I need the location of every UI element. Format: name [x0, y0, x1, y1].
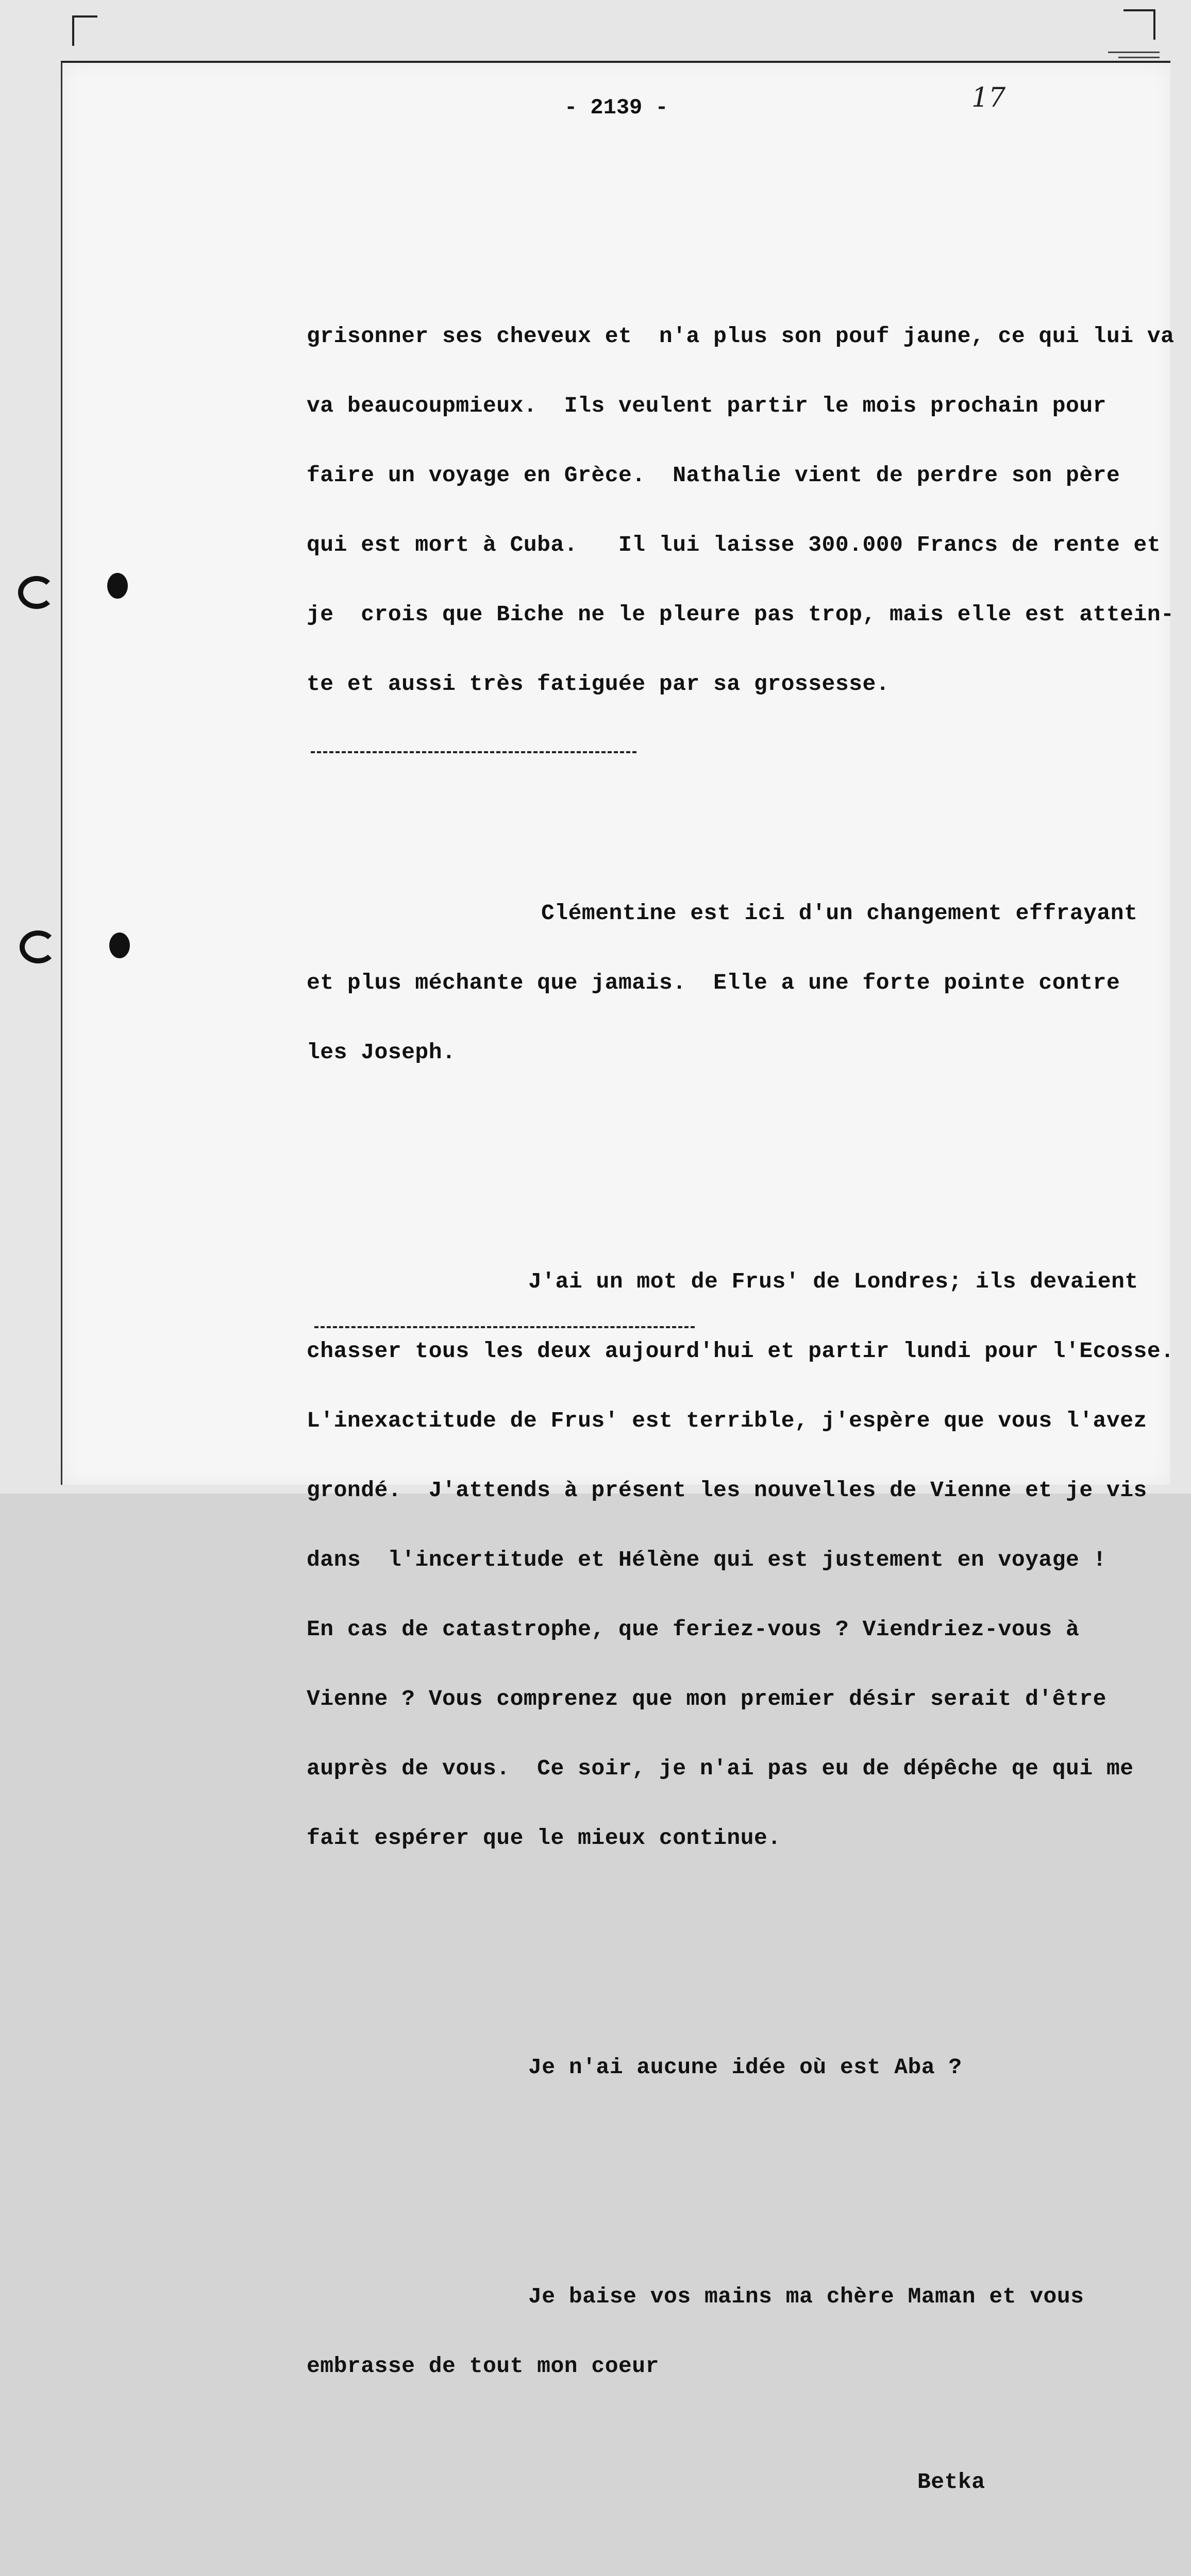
- text-line: Clémentine est ici d'un changement effrayant: [541, 901, 1138, 926]
- text-line: je crois que Biche ne le pleure pas trop, mais elle est attein-: [307, 602, 1175, 627]
- text-line: va beaucoupmieux. Ils veulent partir le mois prochain pour: [307, 393, 1106, 418]
- punch-hole: [107, 573, 128, 599]
- corner-mark-top-left: [72, 15, 97, 46]
- letter-1: [307, 232, 1175, 2540]
- page-number: - 2139 -: [564, 95, 668, 120]
- punch-hole-ring: [18, 576, 55, 609]
- text-line: auprès de vous. Ce soir, je n'ai pas eu de dépêche qe qui me: [307, 1756, 1134, 1781]
- text-line: L'inexactitude de Frus' est terrible, j'espère que vous l'avez: [307, 1408, 1147, 1433]
- text-line: qui est mort à Cuba. Il lui laisse 300.000 Francs de rente et: [307, 532, 1161, 557]
- text-line: faire un voyage en Grèce. Nathalie vient de perdre son père: [307, 463, 1120, 488]
- corner-mark-top-right: [1123, 9, 1155, 40]
- paragraph: [307, 278, 1175, 742]
- text-line: dans l'incertitude et Hélène qui est justement en voyage !: [307, 1547, 1106, 1572]
- text-line: Je baise vos mains ma chère Maman et vous: [528, 2284, 1084, 2309]
- text-line: Je n'ai aucune idée où est Aba ?: [528, 2055, 962, 2080]
- separator-rule: [311, 751, 636, 753]
- punch-hole: [109, 933, 130, 958]
- text-line: grondé. J'attends à présent les nouvelles de Vienne et je vis: [307, 1478, 1147, 1503]
- paragraph: [307, 1224, 1175, 1896]
- text-line: chasser tous les deux aujourd'hui et partir lundi pour l'Ecosse.: [307, 1338, 1175, 1364]
- paragraph: [307, 855, 1152, 1110]
- separator-rule: [314, 1326, 695, 1328]
- text-line: te et aussi très fatiguée par sa grossesse.: [307, 671, 890, 697]
- text-line: En cas de catastrophe, que feriez-vous ? Viendriez-vous à: [307, 1617, 1080, 1642]
- page-edge-line: [1118, 57, 1160, 58]
- punch-hole-ring: [20, 930, 57, 963]
- typed-text: [307, 139, 1175, 2576]
- text-line: J'ai un mot de Frus' de Londres; ils devaient: [528, 1269, 1138, 1294]
- text-line: grisonner ses cheveux et n'a plus son pouf jaune, ce qui lui va: [307, 324, 1175, 349]
- paragraph: [307, 2009, 1152, 2125]
- text-line: fait espérer que le mieux continue.: [307, 1825, 781, 1851]
- text-line: les Joseph.: [307, 1040, 456, 1065]
- handwritten-page-number: 17: [971, 82, 1006, 113]
- text-line: embrasse de tout mon coeur: [307, 2353, 659, 2379]
- paragraph: [307, 2239, 1152, 2424]
- text-line: et plus méchante que jamais. Elle a une forte pointe contre: [307, 970, 1120, 995]
- page-edge-line: [1108, 52, 1160, 53]
- text-line: Vienne ? Vous comprenez que mon premier désir serait d'être: [307, 1686, 1106, 1711]
- signature: Betka: [917, 2469, 985, 2495]
